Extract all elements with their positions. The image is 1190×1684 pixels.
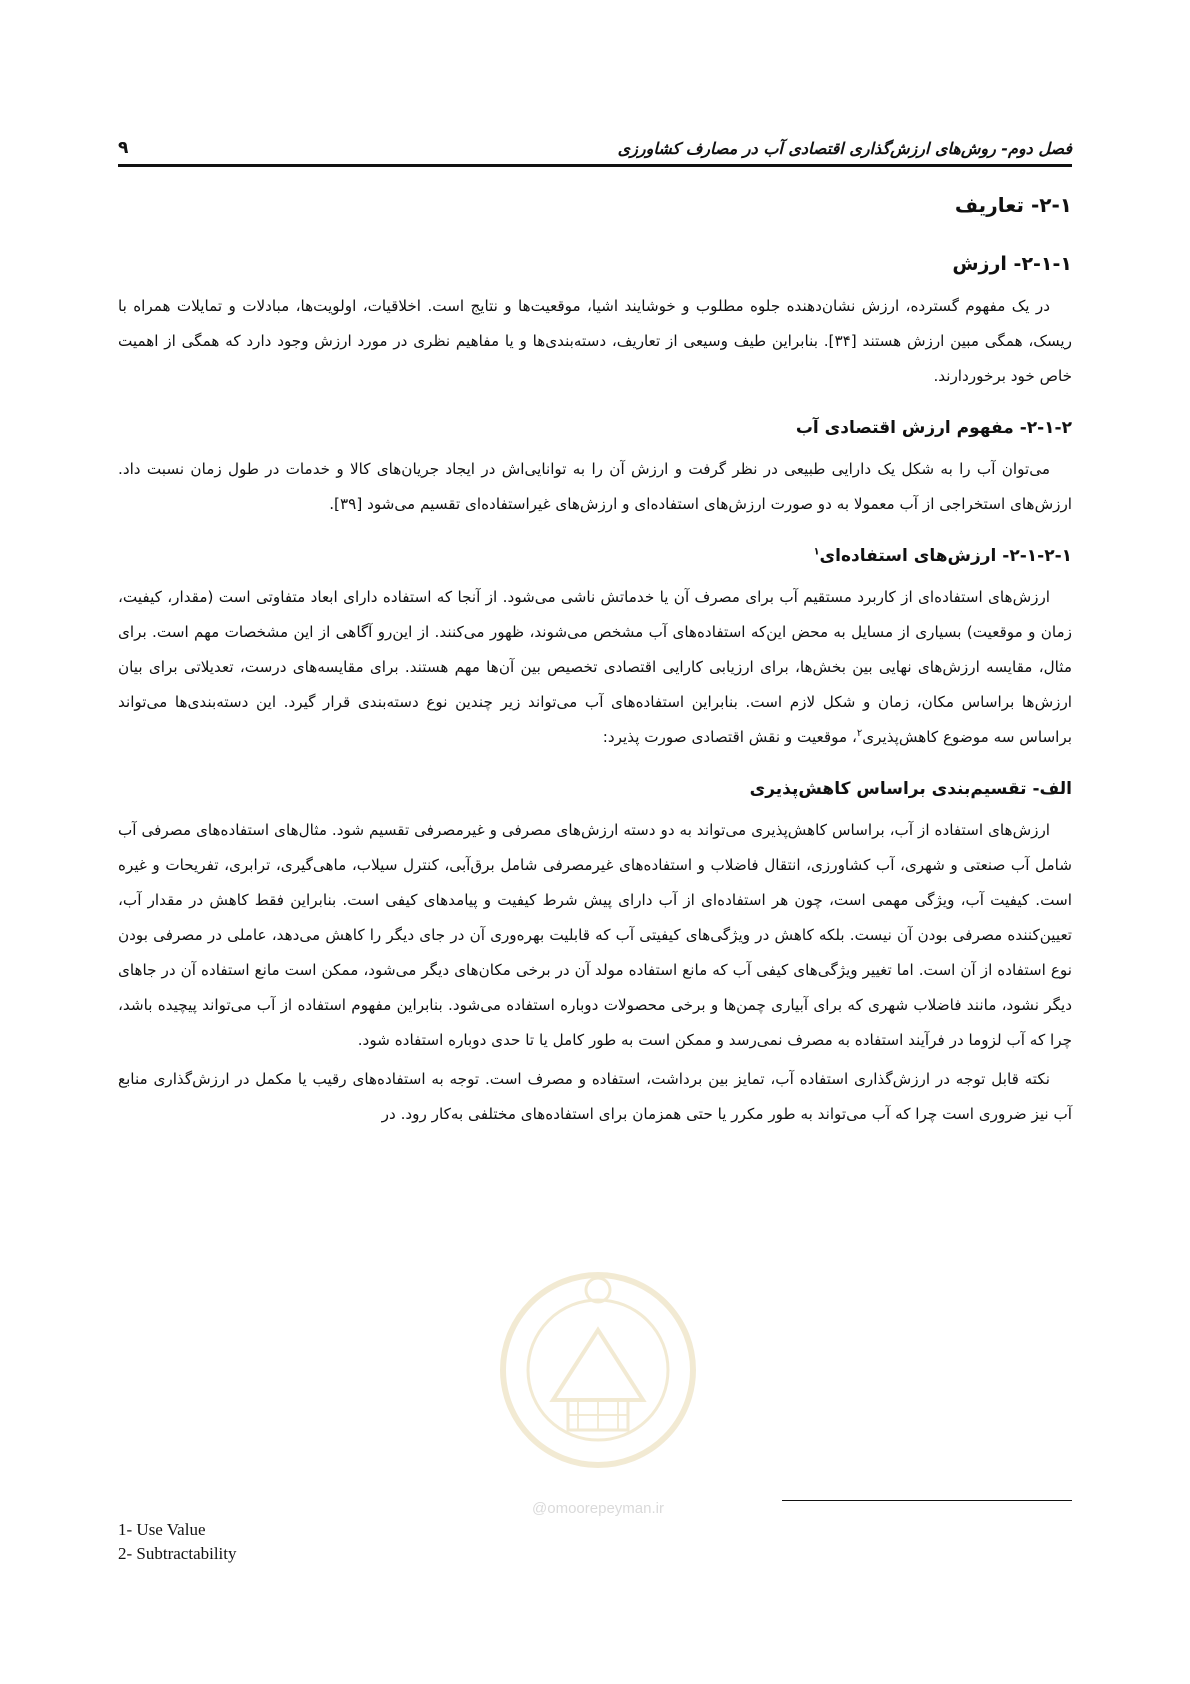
page-number: ۹ <box>118 138 129 158</box>
paragraph-text-end: ، موقعیت و نقش اقتصادی صورت پذیرد: <box>602 728 857 746</box>
footnote-ref-1[interactable]: ۱ <box>813 546 820 558</box>
running-header <box>118 124 1072 167</box>
footnote-divider <box>782 1500 1072 1501</box>
footnote-ref-2[interactable]: ۲ <box>856 727 863 739</box>
section-heading-value: ۲-۱-۱- ارزش <box>952 253 1072 275</box>
footnote-1: 1- Use Value <box>118 1520 206 1539</box>
paragraph-value: در یک مفهوم گسترده، ارزش نشان‌دهنده جلوه مطلوب و خوشایند اشیا، موقعیت‌ها و نتایج است. اخلاقیات، اولویت‌ها، مبادلات و تمایلات همراه با ریسک، همگی مبین ارزش هستند [۳۴]. بنابراین طیف وسیعی از تعاریف، دسته‌بندی‌ها و یا مفاهیم نظری در مورد ارزش وجود دارد که همگی از اهمیت خاص خود برخوردارند. <box>118 297 1072 385</box>
paragraph-subtractability-1: ارزش‌های استفاده از آب، براساس کاهش‌پذیری می‌تواند به دو دسته ارزش‌های مصرفی و غیرمصرفی تقسیم شود. مثال‌های استفاده‌های مصرفی آب شامل آب صنعتی و شهری، آب کشاورزی، انتقال فاضلاب و استفاده‌های غیرمصرفی شامل برق‌آبی، کنترل سیلاب، ماهی‌گیری، ترابری، تفریحات و غیره است. کیفیت آب، ویژگی مهمی است، چون هر استفاده‌ای از آب دارای پیش شرط کیفیت و پیامدهای کیفی است. بنابراین فقط کاهش در مقدار آب، تعیین‌کننده مصرفی بودن آن نیست. بلکه کاهش در ویژگی‌های کیفیتی آب که قابلیت بهره‌وری آن در جای دیگر را کاهش می‌دهد، عاملی در مصرفی بودن نوع استفاده از آن است. اما تغییر ویژگی‌های کیفی آب که مانع استفاده مولد آن در برخی مکان‌های دیگر می‌شود، ممکن است مانع استفاده آن در جاهای دیگر نشود، مانند فاضلاب شهری که برای آبیاری چمن‌ها و برخی محصولات دوباره استفاده می‌شود. بنابراین مفهوم استفاده از آب می‌تواند پیچیده باشد، چرا که آب لزوما در فرآیند استفاده به مصرف نمی‌رسد و ممکن است به طور کامل یا تا حدی دوباره استفاده شود. <box>118 821 1072 1049</box>
section-heading-subtractability: الف- تقسیم‌بندی براساس کاهش‌پذیری <box>749 779 1072 799</box>
watermark-seal <box>498 1250 698 1560</box>
paragraph-economic-value: می‌توان آب را به شکل یک دارایی طبیعی در نظر گرفت و ارزش آن را به توانایی‌اش در ایجاد جریان‌های کالا و خدمات در طول زمان نسبت داد. ارزش‌های استخراجی از آب معمولا به دو صورت ارزش‌های استفاده‌ای و ارزش‌های غیراستفاده‌ای تقسیم می‌شود [۳۹]. <box>118 460 1072 513</box>
footnotes <box>118 1518 237 1566</box>
document-body <box>118 185 1072 1132</box>
paragraph-text-start: ارزش‌های استفاده‌ای از کاربرد مستقیم آب برای مصرف آن یا خدماتش ناشی می‌شود. از آنجا که استفاده دارای ابعاد متفاوتی است (مقدار، کیفیت، زمان و موقعیت) بسیاری از مسایل به محض این‌که استفاده‌های آب مشخص می‌شوند، ظهور می‌کنند. از این‌رو آگاهی از این مشخصات مهم است. برای مثال، مقایسه ارزش‌های نهایی بین بخش‌ها، برای ارزیابی کارایی اقتصادی تخصیص بین آن‌ها مهم هستند. برای مقایسه‌های درست، تعدیلاتی برای بیان ارزش‌ها براساس مکان، زمان و شکل لازم است. بنابراین استفاده‌های آب می‌تواند زیر چندین نوع دسته‌بندی قرار گیرد. این دسته‌بندی‌ها می‌تواند براساس سه موضوع کاهش‌پذیری <box>118 588 1072 746</box>
footnote-2: 2- Subtractability <box>118 1544 237 1563</box>
heading-text: ۲-۱-۲-۱- ارزش‌های استفاده‌ای <box>819 546 1072 566</box>
running-title: فصل دوم- روش‌های ارزش‌گذاری اقتصادی آب در مصارف کشاورزی <box>617 139 1072 158</box>
watermark-emblem-icon <box>498 1250 698 1490</box>
watermark-text: @omoorepeyman.ir <box>532 1500 664 1517</box>
section-heading-use-values <box>118 546 1072 566</box>
section-heading-economic-value: ۲-۱-۲- مفهوم ارزش اقتصادی آب <box>795 418 1072 438</box>
paragraph-use-values <box>118 580 1072 755</box>
section-heading-definitions: ۲-۱- تعاریف <box>954 193 1072 217</box>
paragraph-subtractability-2: نکته قابل توجه در ارزش‌گذاری استفاده آب، تمایز بین برداشت، استفاده و مصرف است. توجه به استفاده‌های رقیب یا مکمل در ارزش‌گذاری منابع آب نیز ضروری است چرا که آب می‌تواند به طور مکرر یا حتی همزمان برای استفاده‌های مختلفی به‌کار رود. در <box>118 1070 1072 1123</box>
